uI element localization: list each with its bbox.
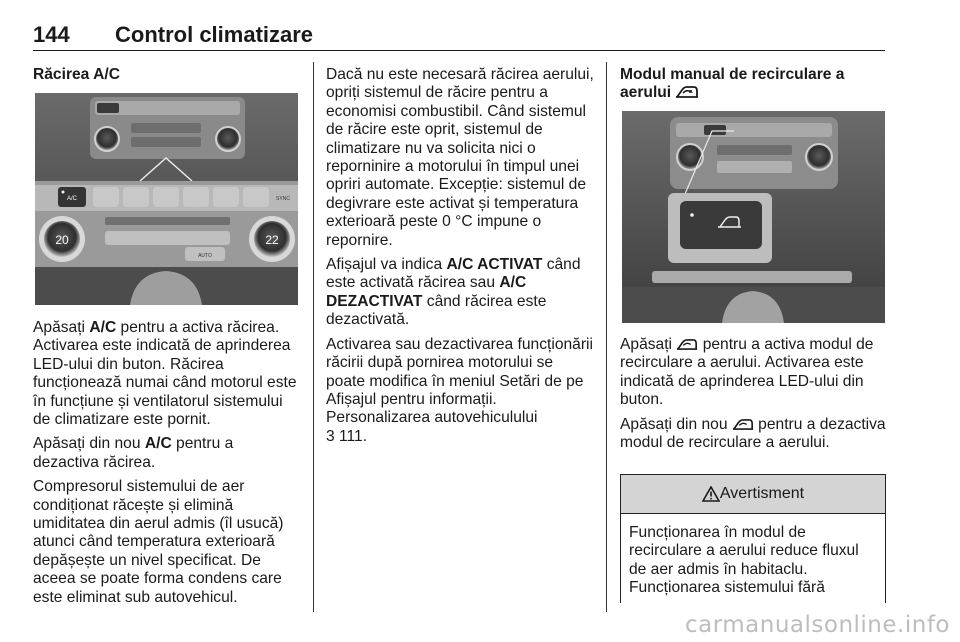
- climate-panel-image: [35, 93, 298, 305]
- page-number: 144: [33, 22, 70, 47]
- warning-text: Funcționarea în modul de recirculare a aerului reduce fluxul de aer admis în habitaclu. Funcționarea sistemului fără: [629, 524, 859, 597]
- paragraph-save-fuel: Dacă nu este necesară răcirea aerului, opriți sistemul de răcire pentru a economisi combustibil. Când sistemul de răcire este oprit, sistemul de climatizare nu va solicita nici o reporninire a motorului în timpul unei opriri automate. Excepție: sistemul de degivrare este activat și temperatura exterioară peste 0 °C impune o repornire.: [326, 66, 594, 249]
- ac-led-icon: [62, 191, 65, 194]
- warning-header: [621, 475, 885, 514]
- panel-temp-left: 20: [55, 233, 69, 247]
- watermark: carmanualsonline.info: [684, 612, 950, 638]
- column-3: [620, 66, 886, 109]
- recirculation-icon: [675, 85, 699, 99]
- column-divider-2: [606, 62, 607, 612]
- column-2: [326, 66, 594, 452]
- paragraph-ac-deactivate: Apăsați din nou A/C pentru a dezactiva răcirea.: [33, 435, 234, 471]
- panel-ac-label: A/C: [66, 196, 78, 202]
- recirculation-icon: [732, 418, 754, 431]
- column-1-text: [33, 319, 301, 613]
- column-3-text: [620, 336, 888, 458]
- panel-auto-label: AUTO: [198, 253, 212, 259]
- paragraph-settings-menu: Activarea sau dezactivarea funcționării răcirii după pornirea motorului se poate modifica în meniul Setări de pe Afișajul pentru informații. Personalizarea autovehiculului 3 111.: [326, 335, 593, 445]
- recirculation-panel-image: [622, 111, 885, 323]
- warning-triangle-icon: [702, 486, 720, 502]
- section-heading-recirculation: Modul manual de recirculare a aerului: [620, 66, 845, 102]
- section-heading-ac-cooling: Răcirea A/C: [33, 66, 120, 83]
- paragraph-recirc-activate: Apăsați pentru a activa modul de recirculare a aerului. Activarea este indicată de aprinderea LED-ului din buton.: [620, 336, 874, 409]
- panel-temp-right: 22: [265, 233, 279, 247]
- panel-sync-label: SYNC: [276, 196, 290, 202]
- page-reference-link[interactable]: 3 111.: [326, 427, 368, 445]
- ac-button-label-2: A/C: [144, 435, 172, 453]
- climate-panel-illustration: [35, 93, 298, 305]
- page-header: [33, 22, 885, 48]
- warning-box: [620, 474, 886, 603]
- recirculation-panel-illustration: [622, 111, 885, 323]
- ac-button-label: A/C: [89, 319, 117, 336]
- paragraph-ac-activate: Apăsați A/C pentru a activa răcirea. Activarea este indicată de aprinderea LED-ului din buton. Răcirea funcționează numai când motorul este în funcțiune și ventilatorul sistemului de climatizare este pornit.: [33, 319, 297, 429]
- paragraph-recirc-deactivate: Apăsați din nou pentru a dezactiva modul de recirculare a aerului.: [620, 415, 886, 452]
- column-divider-1: [313, 62, 314, 612]
- page-title: Control climatizare: [115, 22, 314, 47]
- paragraph-display-status: Afișajul va indica A/C ACTIVAT când este activată răcirea sau A/C DEZACTIVAT când răcirea este dezactivată.: [326, 256, 581, 329]
- status-ac-on: A/C ACTIVAT: [446, 256, 543, 274]
- header-rule: [33, 50, 885, 51]
- warning-title: Avertisment: [719, 485, 805, 502]
- status-ac-off: A/C DEZACTIVAT: [326, 274, 527, 310]
- paragraph-compressor: Compresorul sistemului de aer condiționat răcește și elimină umiditatea din aerul admis (îl usucă) atunci când temperatura exterioară depășește un nivel specificat. De aceea se poate forma condens care este eliminat sub autovehicul.: [33, 478, 284, 606]
- recirculation-icon: [676, 338, 698, 351]
- column-1: [33, 66, 301, 90]
